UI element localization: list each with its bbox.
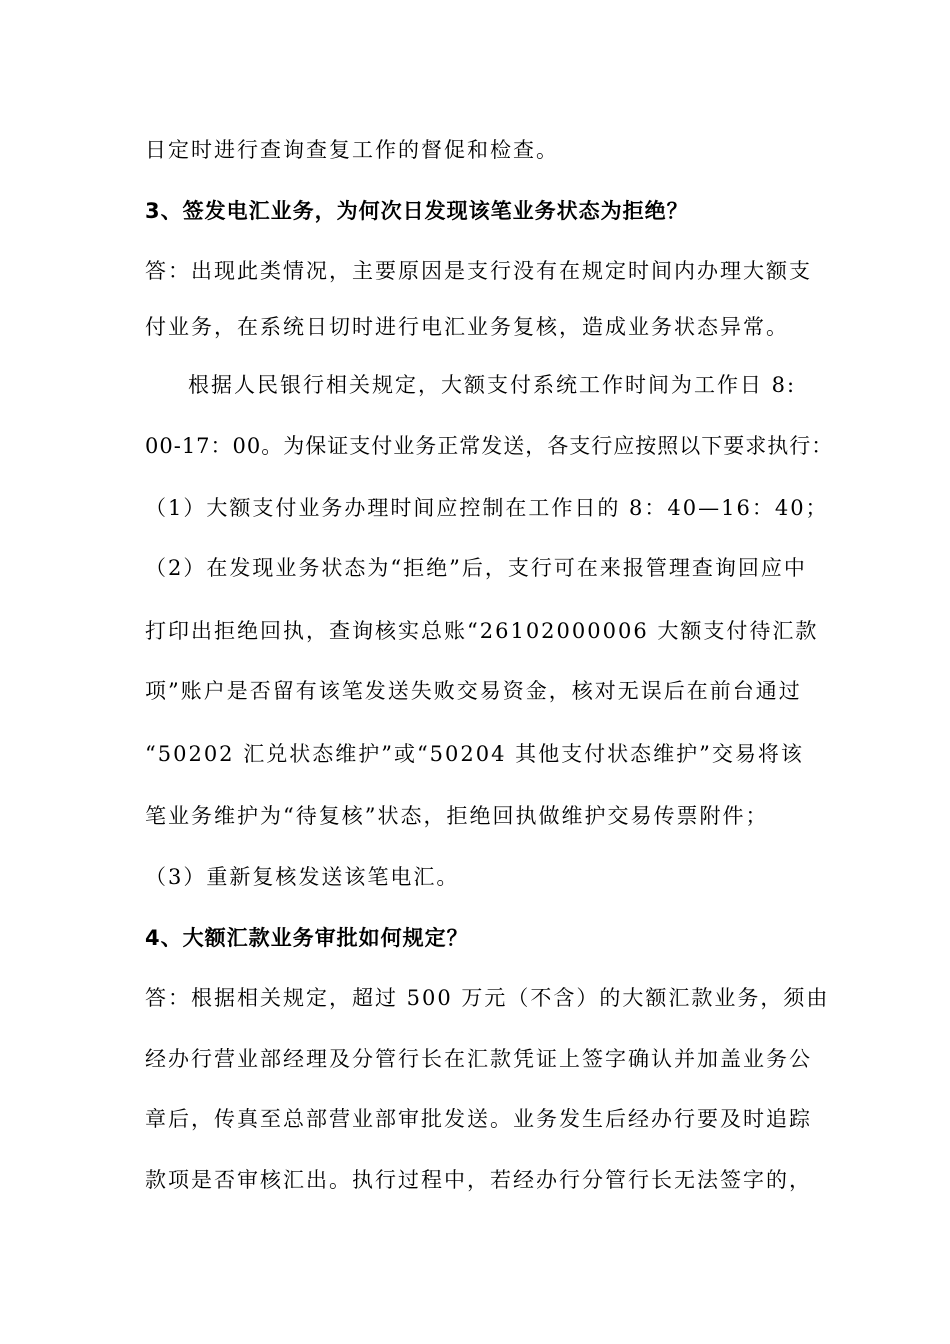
text-line: （3）重新复核发送该笔电汇。 bbox=[145, 865, 460, 889]
text-line: 款项是否审核汇出。执行过程中，若经办行分管行长无法签字的， bbox=[145, 1168, 812, 1192]
text-line: 付业务，在系统日切时进行电汇业务复核，造成业务状态异常。 bbox=[145, 315, 789, 339]
text-line: “50202 汇兑状态维护”或“50204 其他支付状态维护”交易将该 bbox=[145, 742, 804, 766]
text-line: 经办行营业部经理及分管行长在汇款凭证上签字确认并加盖业务公 bbox=[145, 1047, 812, 1071]
text-line: （1）大额支付业务办理时间应控制在工作日的 8：40—16：40； bbox=[145, 496, 829, 520]
text-line: （2）在发现业务状态为“拒绝”后，支行可在来报管理查询回应中 bbox=[145, 556, 807, 580]
section-heading-3: 3、签发电汇业务，为何次日发现该笔业务状态为拒绝？ bbox=[145, 199, 689, 223]
text-line: 00-17：00。为保证支付业务正常发送，各支行应按照以下要求执行： bbox=[145, 434, 834, 458]
text-line: 根据人民银行相关规定，大额支付系统工作时间为工作日 8: bbox=[188, 373, 797, 397]
text-line: 笔业务维护为“待复核”状态，拒绝回执做维护交易传票附件； bbox=[145, 804, 769, 828]
text-line: 项”账户是否留有该笔发送失败交易资金，核对无误后在前台通过 bbox=[145, 679, 802, 703]
text-line: 答：出现此类情况，主要原因是支行没有在规定时间内办理大额支 bbox=[145, 259, 812, 283]
text-line: 打印出拒绝回执，查询核实总账“26102000006 大额支付待汇款 bbox=[145, 619, 819, 643]
text-line: 答：根据相关规定，超过 500 万元（不含）的大额汇款业务，须由 bbox=[145, 986, 830, 1010]
text-line: 章后，传真至总部营业部审批发送。业务发生后经办行要及时追踪 bbox=[145, 1107, 812, 1131]
section-heading-4: 4、大额汇款业务审批如何规定？ bbox=[145, 926, 469, 950]
text-line: 日定时进行查询查复工作的督促和检查。 bbox=[145, 138, 559, 162]
